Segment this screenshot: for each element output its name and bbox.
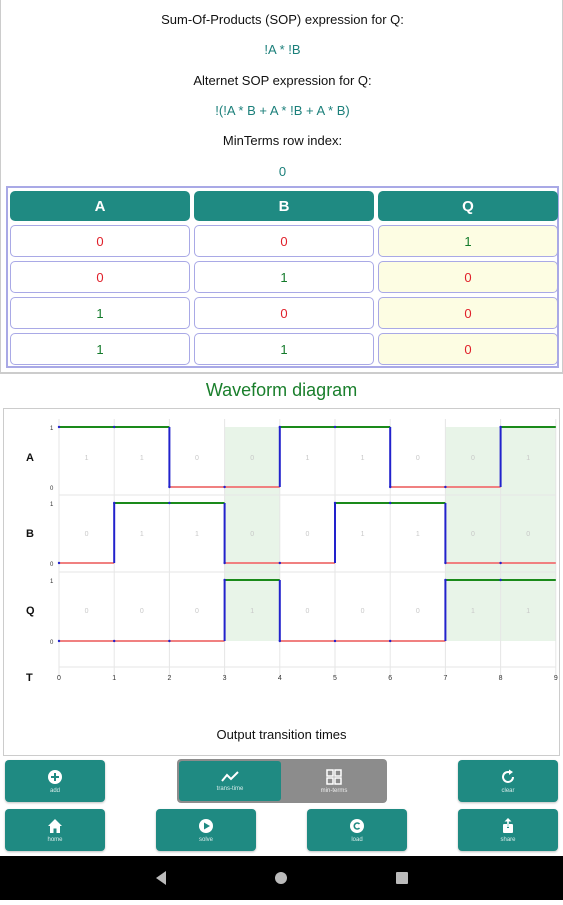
sop-label: Sum-Of-Products (SOP) expression for Q:	[161, 12, 404, 27]
home-button[interactable]	[5, 809, 105, 851]
sample-point	[168, 640, 170, 642]
table-cell[interactable]: 0	[10, 225, 190, 257]
interval-value-label: 0	[250, 531, 255, 538]
waveform-title: Waveform diagram	[205, 380, 358, 400]
column-header-q: Q	[378, 191, 558, 221]
interval-value-label: 0	[305, 531, 310, 538]
interval-value-label: 0	[250, 455, 255, 462]
divider	[0, 372, 563, 374]
table-cell-output[interactable]: 0	[378, 333, 558, 365]
level-hi-label: 1	[50, 579, 54, 585]
interval-value-label: 1	[360, 531, 365, 538]
interval-value-label: 0	[305, 608, 310, 615]
sample-point	[113, 426, 115, 428]
time-axis-label: T	[26, 672, 33, 684]
interval-value-label: 1	[305, 455, 310, 462]
interval-value-label: 1	[360, 455, 365, 462]
sample-point	[58, 640, 60, 642]
view-segment-control	[177, 759, 387, 803]
sample-point	[58, 562, 60, 564]
interval-value-label: 1	[139, 455, 144, 462]
interval-value-label: 1	[84, 455, 89, 462]
interval-value-label: 0	[415, 455, 420, 462]
table-cell[interactable]: 0	[194, 225, 374, 257]
table-cell-output[interactable]: 0	[378, 297, 558, 329]
minterms-value: 0	[278, 164, 287, 179]
interval-value-label: 1	[471, 608, 475, 615]
sample-point	[113, 640, 115, 642]
level-lo-label: 0	[50, 640, 54, 646]
table-cell[interactable]: 1	[194, 261, 374, 293]
segment-trans-time-label: trans-time	[216, 785, 244, 792]
interval-value-label: 0	[195, 455, 199, 462]
time-tick-label: 6	[388, 675, 393, 682]
interval-value-label: 0	[471, 531, 475, 538]
interval-value-label: 1	[195, 531, 199, 538]
sample-point	[334, 640, 336, 642]
time-tick-label: 7	[443, 675, 448, 682]
clear-button[interactable]	[458, 760, 558, 802]
line-chart-icon	[221, 771, 239, 783]
interval-value-label: 0	[195, 608, 199, 615]
interval-value-label: 1	[139, 531, 144, 538]
home-label: home	[47, 836, 63, 843]
time-tick-label: 8	[498, 675, 503, 682]
home-nav-icon	[275, 872, 287, 884]
recents-icon	[396, 872, 408, 884]
interval-value-label: 1	[250, 608, 255, 615]
interval-value-label: 1	[526, 608, 531, 615]
table-cell-output[interactable]: 1	[378, 225, 558, 257]
interval-value-label: 1	[526, 455, 531, 462]
waveform-chart	[4, 409, 559, 755]
interval-value-label: 1	[415, 531, 420, 538]
sample-point	[334, 426, 336, 428]
level-lo-label: 0	[50, 486, 54, 492]
sample-point	[444, 486, 446, 488]
time-tick-label: 0	[57, 675, 61, 682]
time-tick-label: 1	[112, 675, 117, 682]
sample-point	[499, 562, 501, 564]
sample-point	[58, 426, 60, 428]
interval-value-label: 0	[84, 608, 89, 615]
add-circle-icon	[47, 769, 63, 785]
home-icon	[47, 818, 63, 834]
load-label: load	[351, 836, 363, 843]
signal-label: A	[26, 452, 34, 464]
sample-point	[168, 502, 170, 504]
time-tick-label: 5	[333, 675, 337, 682]
clear-label: clear	[501, 787, 515, 794]
sample-point	[499, 579, 501, 581]
sample-point	[389, 640, 391, 642]
signal-label: B	[26, 528, 34, 540]
level-hi-label: 1	[50, 502, 54, 508]
share-button[interactable]	[458, 809, 558, 851]
add-button[interactable]	[5, 760, 105, 802]
nav-buttons	[0, 856, 563, 900]
level-hi-label: 1	[50, 426, 54, 432]
load-button[interactable]	[307, 809, 407, 851]
waveform-panel	[3, 408, 560, 756]
time-tick-label: 4	[277, 675, 282, 682]
share-icon	[500, 818, 516, 834]
play-circle-icon	[198, 818, 214, 834]
interval-value-label: 0	[139, 608, 144, 615]
solve-button[interactable]	[156, 809, 256, 851]
add-label: add	[49, 787, 60, 794]
interval-value-label: 0	[526, 531, 531, 538]
column-header-a: A	[10, 191, 190, 221]
interval-value-label: 0	[471, 455, 475, 462]
grid-icon	[326, 769, 342, 785]
sample-point	[389, 502, 391, 504]
output-transition-title: Output transition times	[216, 727, 347, 742]
share-label: share	[500, 836, 516, 843]
sample-point	[223, 486, 225, 488]
segment-min-terms[interactable]	[283, 761, 385, 801]
sample-point	[279, 562, 281, 564]
solve-label: solve	[198, 836, 213, 843]
alt-sop-value: !(!A * B + A * !B + A * B)	[215, 103, 350, 118]
segment-trans-time[interactable]	[179, 761, 281, 801]
alt-sop-label: Alternet SOP expression for Q:	[193, 73, 372, 88]
table-cell[interactable]: 1	[10, 297, 190, 329]
segment-min-terms-label: min-terms	[320, 787, 348, 794]
minterms-label: MinTerms row index:	[222, 133, 343, 148]
expression-panel	[0, 0, 563, 372]
table-cell[interactable]: 0	[10, 261, 190, 293]
system-nav-bar	[0, 856, 563, 900]
sop-value: !A * !B	[264, 42, 301, 57]
back-icon	[156, 871, 166, 885]
interval-value-label: 0	[360, 608, 365, 615]
interval-value-label: 0	[415, 608, 420, 615]
table-cell-output[interactable]: 0	[378, 261, 558, 293]
table-cell[interactable]: 0	[194, 297, 374, 329]
load-icon	[349, 818, 365, 834]
column-header-b: B	[194, 191, 374, 221]
table-cell[interactable]: 1	[194, 333, 374, 365]
time-tick-label: 9	[553, 675, 558, 682]
truth-table	[6, 186, 559, 368]
refresh-icon	[500, 769, 516, 785]
time-tick-label: 2	[167, 675, 172, 682]
level-lo-label: 0	[50, 562, 54, 568]
time-tick-label: 3	[222, 675, 227, 682]
interval-value-label: 0	[84, 531, 89, 538]
signal-label: Q	[26, 605, 35, 617]
table-cell[interactable]: 1	[10, 333, 190, 365]
